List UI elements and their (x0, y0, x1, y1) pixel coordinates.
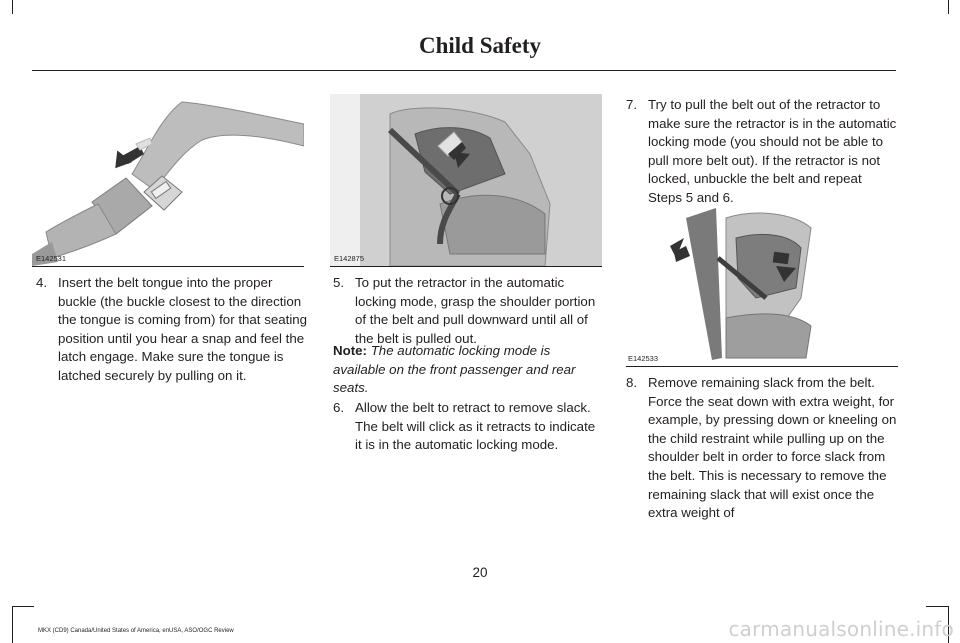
figure-code: E142533 (628, 354, 659, 363)
crop-mark-top-left (12, 0, 13, 14)
child-seat-slack-illustration (626, 198, 898, 366)
step-number: 4. (36, 275, 48, 290)
figure-belt-buckle (32, 94, 304, 267)
watermark: carmanualsonline.info (728, 617, 954, 641)
step-number: 5. (333, 275, 345, 290)
figure-code: E142531 (36, 254, 67, 263)
belt-buckle-illustration (32, 94, 304, 266)
step-number: 7. (626, 97, 638, 112)
step-text: Remove remaining slack from the belt. Force the seat down with extra weight, for example, by pressing down or kneeling on the child restraint while pulling up on the shoulder belt in order to force slack from the belt. This is necessary to remove the remaining slack that will exist once the extra weight of (648, 375, 897, 521)
step-4 (36, 274, 308, 386)
figure-remove-slack (626, 198, 898, 367)
step-5 (333, 274, 605, 348)
crop-mark-bottom-right-h (926, 606, 948, 607)
crop-mark-bottom-left (12, 606, 13, 643)
step-6 (333, 399, 605, 455)
step-text: Allow the belt to retract to remove slack. The belt will click as it retracts to indicate it is in the automatic locking mode. (355, 400, 596, 453)
crop-mark-top-right (948, 0, 949, 14)
figure-retractor-lock (330, 94, 602, 267)
step-text: Insert the belt tongue into the proper buckle (the buckle closest to the direction the tongue is coming from) for that seating position until you hear a snap and feel the latch engage. Make sure the tongue is latched securely by pulling on it. (58, 275, 308, 383)
header-divider (32, 70, 896, 71)
step-8 (626, 374, 898, 523)
figure-code: E142875 (334, 254, 365, 263)
page-number: 20 (472, 565, 488, 580)
footer-text: MKX (CD9) Canada/United States of America, enUSA, ASO/OGC Review (38, 628, 234, 634)
step-text: To put the retractor in the automatic locking mode, grasp the shoulder portion of the belt and pull downward until all of the belt is pulled out. (355, 275, 596, 346)
step-number: 6. (333, 400, 345, 415)
step-7 (626, 96, 898, 208)
crop-mark-bottom-left-h (12, 606, 34, 607)
note-label: Note: (333, 343, 367, 358)
note (333, 342, 601, 398)
step-text: Try to pull the belt out of the retractor to make sure the retractor is in the automatic locking mode (you should not be able to pull more belt out). If the retractor is not locked, unbuckle the belt and repeat Steps 5 and 6. (648, 97, 897, 205)
step-number: 8. (626, 375, 638, 390)
child-seat-illustration (330, 94, 602, 266)
page-title: Child Safety (418, 33, 542, 58)
note-text: The automatic locking mode is available on the front passenger and rear seats. (333, 343, 576, 396)
